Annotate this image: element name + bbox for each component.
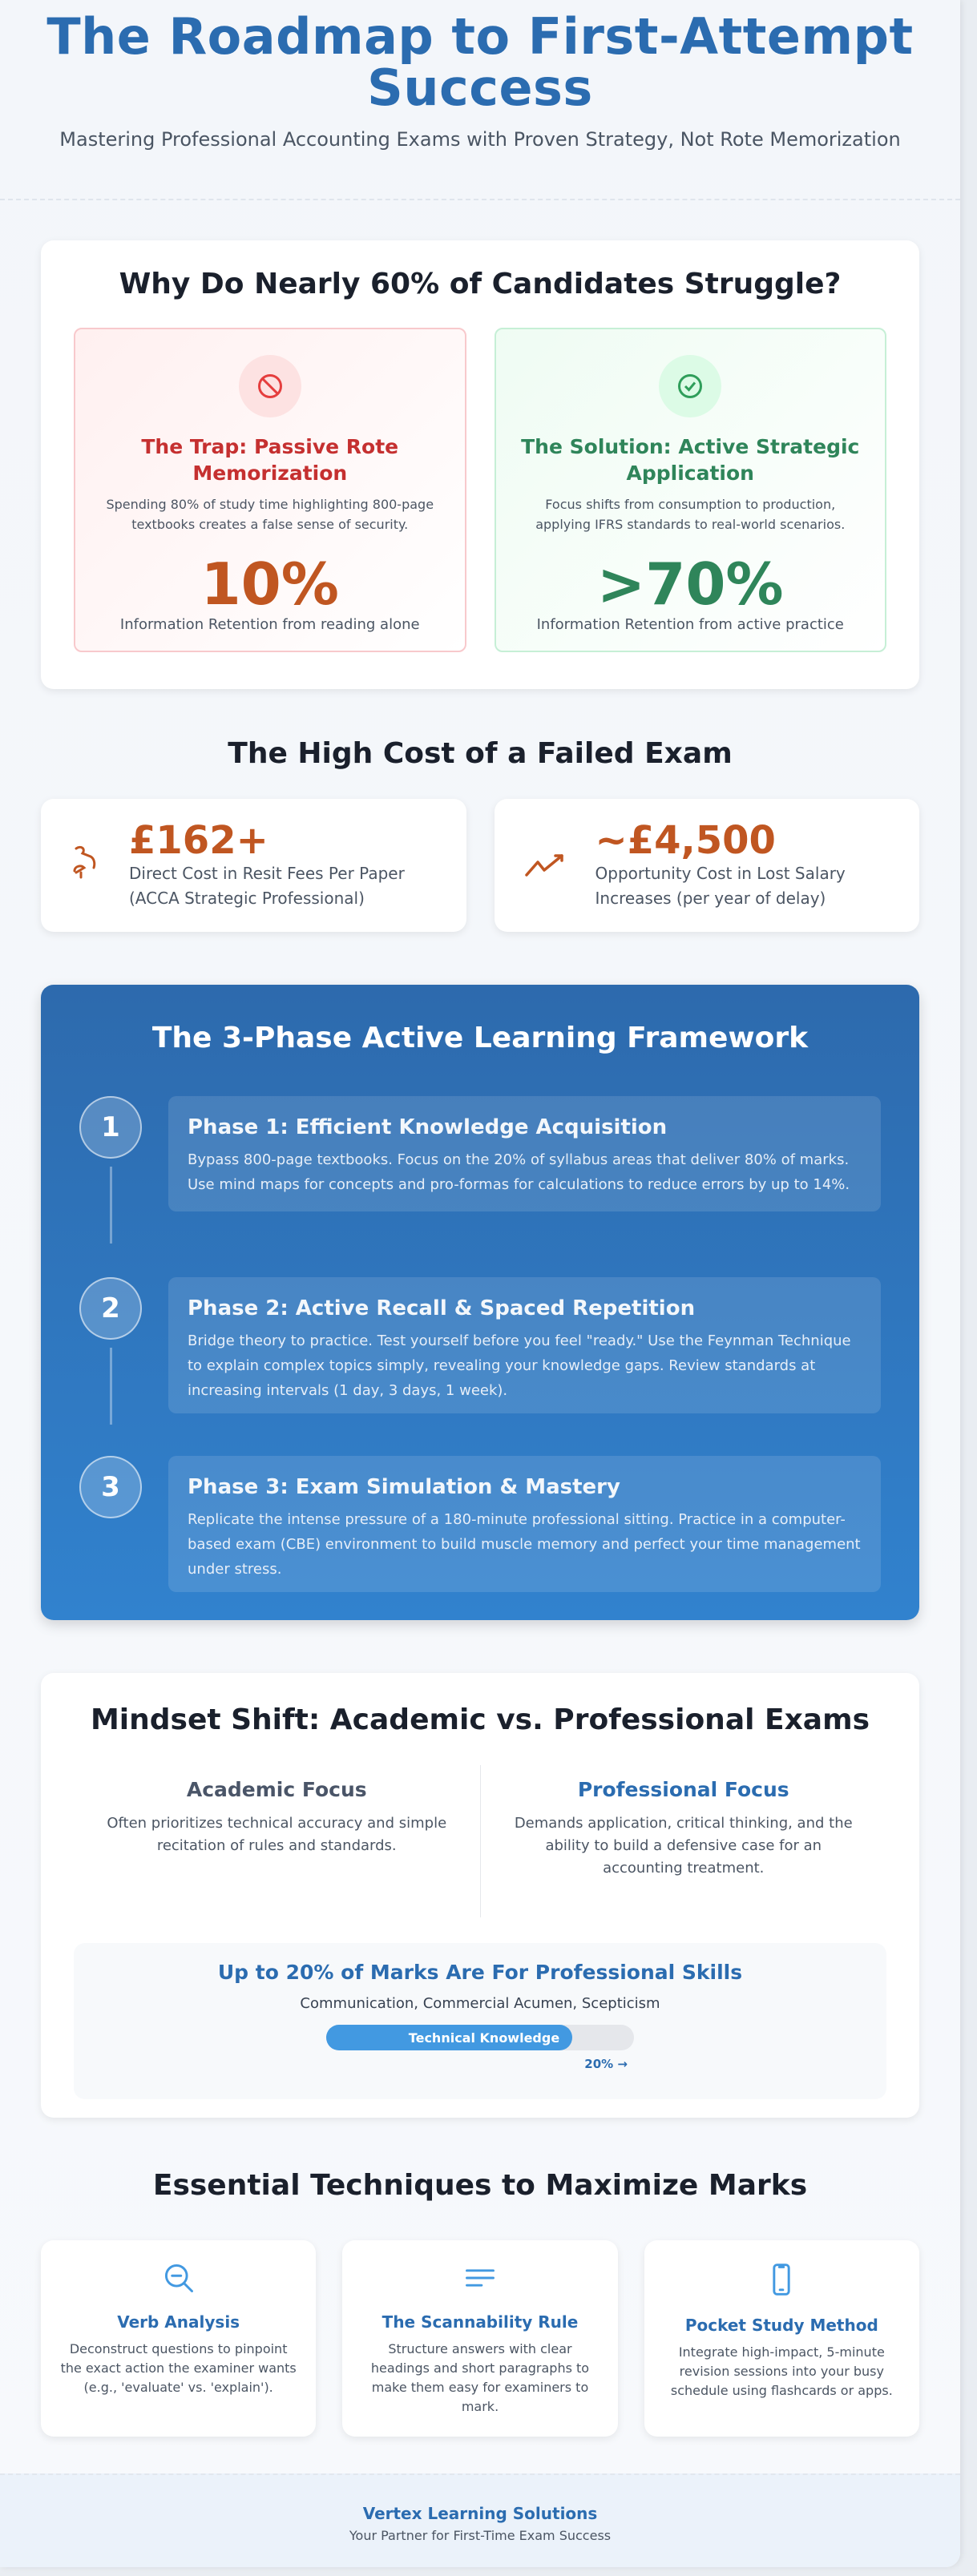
technique-title: The Scannability Rule xyxy=(382,2312,579,2332)
phase-item xyxy=(79,1456,881,1592)
technique-text: Structure answers with clear headings and short paragraphs to make them easy for examiners to mark. xyxy=(370,2341,590,2414)
phase-text: Bridge theory to practice. Test yourself before you feel "ready." Use the Feynman Technique to explain complex topics simply, revealing your knowledge gaps. Review standards at increasing intervals (1 day, 3 days, 1 week). xyxy=(188,1332,851,1399)
marks-bar xyxy=(326,2025,634,2050)
cost-card xyxy=(495,799,920,932)
phase-item xyxy=(79,1277,881,1413)
technique-title: Verb Analysis xyxy=(117,2312,240,2332)
skills-list: Communication, Commercial Acumen, Scepticism xyxy=(300,1995,660,2012)
academic-text: Often prioritizes technical accuracy and simple recitation of rules and standards. xyxy=(107,1815,447,1854)
solution-title: The Solution: Active Strategic Application xyxy=(521,435,860,485)
phase-number: 3 xyxy=(79,1456,142,1518)
zoom-out-icon xyxy=(161,2284,196,2300)
academic-title: Academic Focus xyxy=(186,1778,367,1801)
technique-card xyxy=(644,2240,919,2437)
technique-card xyxy=(342,2240,617,2437)
text-lines-icon xyxy=(462,2284,498,2300)
professional-text: Demands application, critical thinking, and the ability to build a defensive case for an accounting treatment. xyxy=(514,1815,853,1877)
page-subtitle: Mastering Professional Accounting Exams with Proven Strategy, Not Rote Memorization xyxy=(59,128,901,151)
cost-title: The High Cost of a Failed Exam xyxy=(228,737,733,770)
solution-text: Focus shifts from consumption to production, applying IFRS standards to real-world scenarios. xyxy=(535,497,846,532)
page-title: The Roadmap to First-Attempt Success xyxy=(46,7,914,117)
solution-card xyxy=(495,328,887,652)
phase-number: 2 xyxy=(79,1277,142,1340)
trap-text: Spending 80% of study time highlighting 800-page textbooks creates a false sense of security. xyxy=(106,497,434,532)
academic-column xyxy=(74,1765,480,1917)
technique-card xyxy=(41,2240,316,2437)
phase-number: 1 xyxy=(79,1096,142,1159)
cost-desc: Direct Cost in Resit Fees Per Paper (ACCA Strategic Professional) xyxy=(129,864,405,908)
phase-item xyxy=(79,1096,881,1211)
cost-value: ~£4,500 xyxy=(595,818,776,863)
phase-text: Bypass 800-page textbooks. Focus on the 20% of syllabus areas that deliver 80% of marks. Use mind maps for concepts and pro-formas for calculations to reduce errors by up to 14%. xyxy=(188,1151,850,1193)
hand-coin-icon xyxy=(70,844,105,887)
smartphone-icon xyxy=(764,2288,799,2303)
company-name: Vertex Learning Solutions xyxy=(362,2504,598,2523)
framework-section xyxy=(41,985,919,1620)
trap-card xyxy=(74,328,466,652)
company-tagline: Your Partner for First-Time Exam Success xyxy=(349,2528,612,2543)
cost-card xyxy=(41,799,466,932)
technical-knowledge-fill: Technical Knowledge xyxy=(326,2025,572,2050)
ban-icon xyxy=(239,355,301,417)
technique-title: Pocket Study Method xyxy=(684,2316,878,2335)
cost-value: £162+ xyxy=(129,818,268,863)
solution-caption: Information Retention from active practice xyxy=(536,616,844,633)
timeline-connector xyxy=(110,1348,112,1425)
trap-stat: 10% xyxy=(200,550,339,618)
trap-caption: Information Retention from reading alone xyxy=(119,616,420,633)
phase-title: Phase 1: Efficient Knowledge Acquisition xyxy=(188,1115,668,1139)
trend-up-icon xyxy=(523,848,571,883)
skills-box xyxy=(74,1943,886,2099)
mindset-title: Mindset Shift: Academic vs. Professional Exams xyxy=(90,1703,870,1736)
section-title: Why Do Nearly 60% of Candidates Struggle? xyxy=(119,268,842,300)
techniques-title: Essential Techniques to Maximize Marks xyxy=(152,2169,808,2202)
technique-text: Integrate high-impact, 5-minute revision sessions into your busy schedule using flashcards or apps. xyxy=(670,2344,893,2398)
check-circle-icon xyxy=(659,355,721,417)
why-struggle-section xyxy=(41,240,919,689)
footer xyxy=(0,2473,960,2567)
phase-title: Phase 3: Exam Simulation & Mastery xyxy=(188,1475,620,1499)
skills-title: Up to 20% of Marks Are For Professional Skills xyxy=(217,1961,743,1984)
cost-desc: Opportunity Cost in Lost Salary Increases (per year of delay) xyxy=(595,864,846,908)
professional-title: Professional Focus xyxy=(577,1778,789,1801)
phase-title: Phase 2: Active Recall & Spaced Repetition xyxy=(188,1296,696,1320)
phase-text: Replicate the intense pressure of a 180-minute professional sitting. Practice in a computer-based exam (CBE) environment to build muscle memory and perfect your time management under stress. xyxy=(188,1511,861,1578)
technique-text: Deconstruct questions to pinpoint the exact action the examiner wants (e.g., 'evaluate' vs. 'explain'). xyxy=(60,2341,297,2395)
professional-percent-label: 20% → xyxy=(584,2057,628,2071)
solution-stat: >70% xyxy=(596,550,784,618)
trap-title: The Trap: Passive Rote Memorization xyxy=(141,435,399,485)
timeline-connector xyxy=(110,1167,112,1244)
professional-column xyxy=(480,1765,887,1917)
header xyxy=(0,0,960,200)
mindset-section xyxy=(41,1673,919,2118)
framework-title: The 3-Phase Active Learning Framework xyxy=(151,1022,809,1054)
